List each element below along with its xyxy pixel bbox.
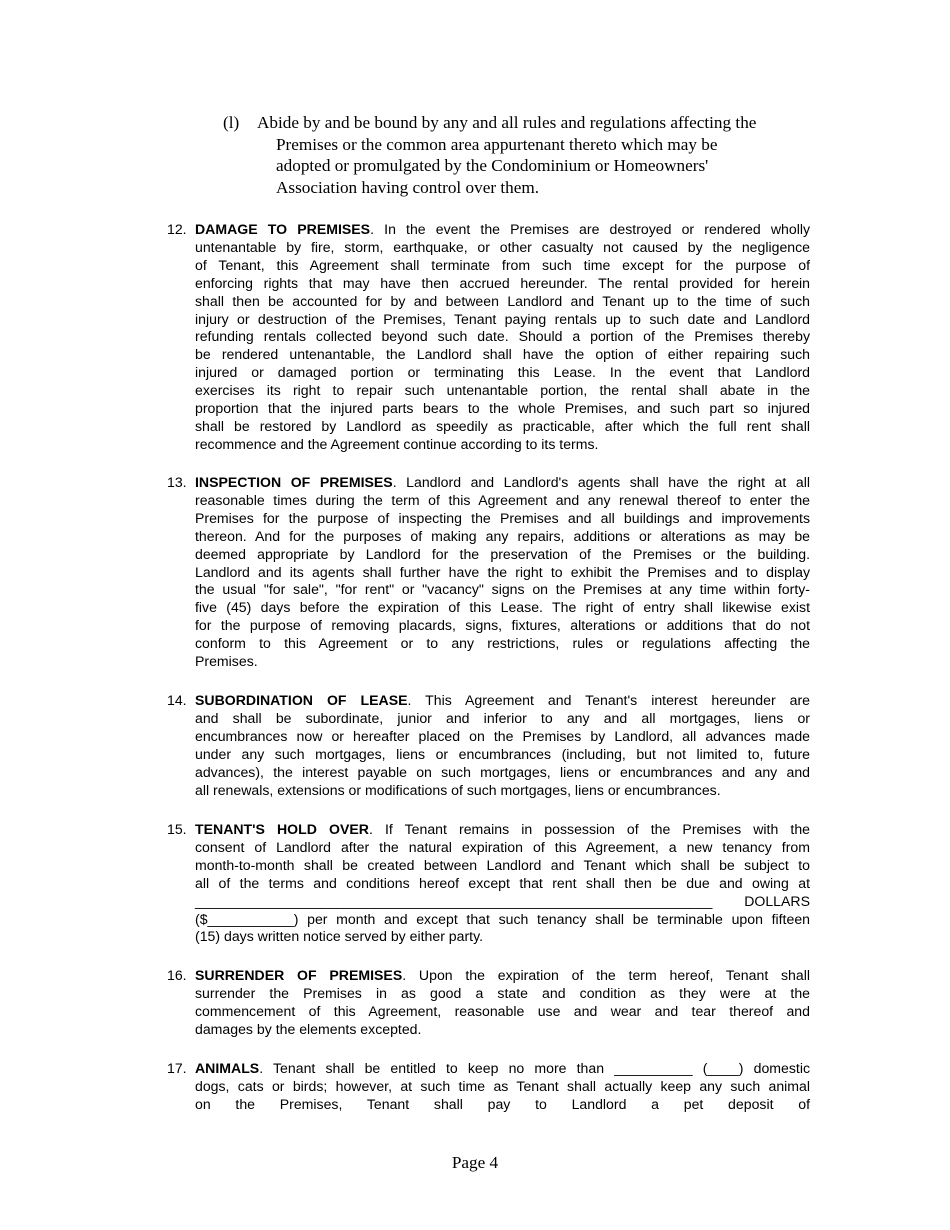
clause-line: consent of Landlord after the natural expiration of this Agreement, a new tenancy from — [195, 838, 810, 855]
subitem-line: Abide by and be bound by any and all rules and regulations affecting the — [257, 113, 757, 132]
clause-line: shall be restored by Landlord as speedily as practicable, after which the full rent shall — [195, 417, 810, 434]
clause-15 — [167, 821, 810, 946]
clause-line: commencement of this Agreement, reasonable use and wear and tear thereof and — [195, 1002, 810, 1019]
clause-line: five (45) days before the expiration of this Lease. The right of entry shall likewise exist — [195, 599, 810, 616]
clause-13 — [167, 474, 810, 671]
subitem-line: Association having control over them. — [276, 177, 540, 197]
clause-line: for the purpose of removing placards, signs, fixtures, alterations or additions that do not — [195, 617, 810, 634]
clause-line: Premises for the purpose of inspecting the Premises and all buildings and improvements — [195, 509, 810, 526]
clause-line: reasonable times during the term of this Agreement and any renewal thereof to enter the — [195, 491, 810, 508]
clause-line: (15) days written notice served by either party. — [195, 928, 484, 945]
clause-line: proportion that the injured parts bears to the whole Premises, and such part so injured — [195, 400, 810, 417]
clause-first-line — [195, 474, 810, 492]
clause-text: . If Tenant remains in possession of the Premises with the — [368, 821, 810, 837]
subitem-line: adopted or promulgated by the Condominium or Homeowners' — [276, 156, 709, 175]
clause-number: 17. — [167, 1060, 187, 1076]
clause-number: 13. — [167, 474, 187, 490]
clause-line: dogs, cats or birds; however, at such time as Tenant shall actually keep any such animal — [195, 1077, 810, 1094]
clause-body — [195, 221, 810, 454]
clause-line: advances), the interest payable on such mortgages, liens or encumbrances and any and — [195, 763, 810, 780]
clause-line: injured or damaged portion or terminating this Lease. In the event that Landlord — [195, 364, 810, 381]
clause-16 — [167, 967, 810, 1039]
clause-line: __________________________________________________________________ DOLLARS — [195, 892, 810, 909]
clause-heading: ANIMALS — [195, 1060, 260, 1076]
clause-line: and shall be subordinate, junior and inferior to any and all mortgages, liens or — [195, 709, 810, 726]
clause-heading: TENANT'S HOLD OVER — [195, 821, 369, 837]
clause-text: . Upon the expiration of the term hereof, Tenant shall — [402, 967, 810, 983]
clause-line: month-to-month shall be created between Landlord and Tenant which shall be subject to — [195, 856, 810, 873]
clause-body — [195, 821, 810, 946]
clause-heading: SUBORDINATION OF LEASE — [195, 692, 408, 708]
clause-line: deemed appropriate by Landlord for the preservation of the Premises or the building. — [195, 545, 810, 562]
clause-body — [195, 474, 810, 671]
clause-first-line — [195, 692, 810, 710]
clause-line: encumbrances now or hereafter placed on the Premises by Landlord, all advances made — [195, 727, 810, 744]
clause-number: 14. — [167, 692, 187, 708]
clause-first-line — [195, 1060, 810, 1078]
clause-line: ($___________) per month and except that such tenancy shall be terminable upon fifteen — [195, 910, 810, 927]
subitem-line: Premises or the common area appurtenant thereto which may be — [276, 134, 718, 154]
clause-line: of Tenant, this Agreement shall terminate from such time except for the purpose of — [195, 256, 810, 273]
clause-line: untenantable by fire, storm, earthquake, or other casualty not caused by the negligence — [195, 238, 810, 255]
clause-body — [195, 692, 810, 799]
clause-12 — [167, 221, 810, 454]
clause-line: Premises. — [195, 653, 258, 670]
clause-text: . This Agreement and Tenant's interest hereunder are — [407, 692, 811, 708]
clause-14 — [167, 692, 810, 799]
clause-text: . Tenant shall be entitled to keep no more than __________ (____) domestic — [259, 1060, 810, 1076]
clause-first-line — [195, 821, 810, 839]
clause-line: damages by the elements excepted. — [195, 1020, 422, 1037]
clause-body — [195, 1060, 810, 1114]
clause-number: 12. — [167, 221, 187, 237]
clause-text: . Landlord and Landlord's agents shall have the right at all — [392, 474, 810, 490]
clause-heading: DAMAGE TO PREMISES — [195, 221, 371, 237]
clause-line: exercises its right to repair such untenantable portion, the rental shall abate in the — [195, 382, 810, 399]
clause-number: 16. — [167, 967, 187, 983]
clause-line: the usual "for sale", "for rent" or "vacancy" signs on the Premises at any time within forty- — [195, 581, 810, 598]
clause-line: conform to this Agreement or to any restrictions, rules or regulations affecting the — [195, 635, 810, 652]
subitem-l — [223, 112, 813, 198]
clause-number: 15. — [167, 821, 187, 837]
clause-heading: INSPECTION OF PREMISES — [195, 474, 393, 490]
clause-line: shall then be accounted for by and between Landlord and Tenant up to the time of such — [195, 292, 810, 309]
clause-line: thereon. And for the purposes of making any repairs, additions or alterations as may be — [195, 527, 810, 544]
clause-line: surrender the Premises in as good a state and condition as they were at the — [195, 984, 810, 1001]
clause-first-line — [195, 967, 810, 985]
clause-line: all of the terms and conditions hereof except that rent shall then be due and owing at — [195, 874, 810, 891]
clause-line: under any such mortgages, liens or encumbrances (including, but not limited to, future — [195, 745, 810, 762]
clause-line: be rendered untenantable, the Landlord shall have the option of either repairing such — [195, 346, 810, 363]
clause-text: . In the event the Premises are destroyed or rendered wholly — [370, 221, 810, 237]
clause-body — [195, 967, 810, 1039]
clause-line: Landlord and its agents shall further have the right to exhibit the Premises and to display — [195, 563, 810, 580]
clause-17 — [167, 1060, 810, 1114]
clause-line: enforcing rights that may have then accrued hereunder. The rental provided for herein — [195, 274, 810, 291]
page-number: Page 4 — [451, 1153, 499, 1172]
clause-line: on the Premises, Tenant shall pay to Landlord a pet deposit of — [195, 1095, 810, 1112]
clause-line: recommence and the Agreement continue according to its terms. — [195, 435, 599, 452]
subitem-marker: (l) — [223, 113, 240, 132]
clause-line: refunding rentals collected beyond such date. Should a portion of the Premises thereby — [195, 328, 810, 345]
clause-line: all renewals, extensions or modifications of such mortgages, liens or encumbrances. — [195, 781, 721, 798]
clause-heading: SURRENDER OF PREMISES — [195, 967, 403, 983]
clause-line: injury or destruction of the Premises, Tenant paying rentals up to such date and Landlord — [195, 310, 810, 327]
clause-first-line — [195, 221, 810, 239]
